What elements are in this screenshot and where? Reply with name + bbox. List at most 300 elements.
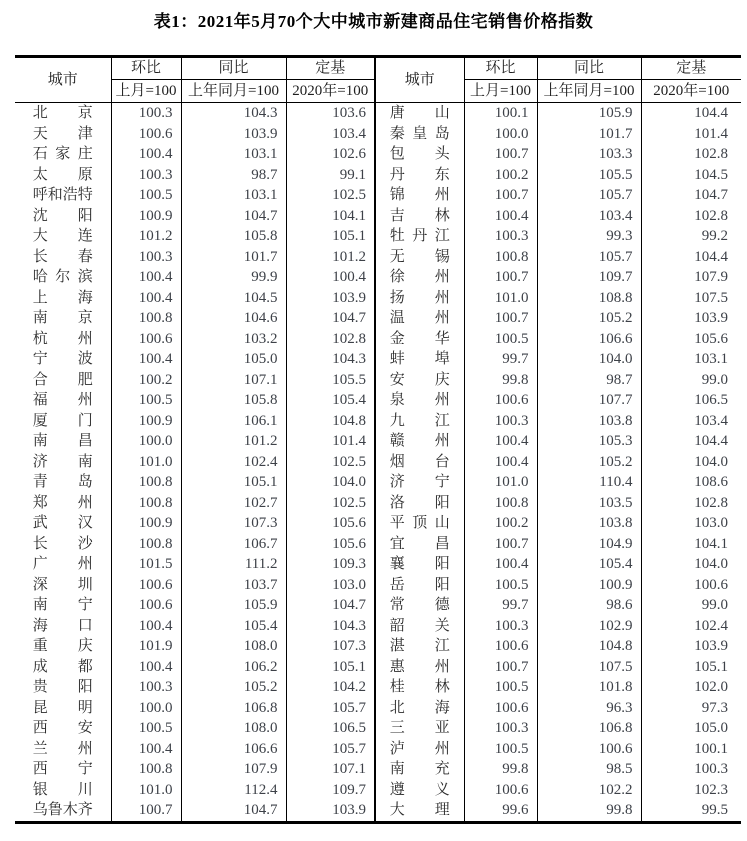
city-name: 贵 阳 (32, 679, 93, 695)
fixed-cell: 108.6 (694, 474, 728, 490)
city-cell (375, 329, 464, 350)
mom-cell: 100.7 (464, 267, 537, 288)
city-name: 赣 州 (389, 433, 450, 449)
city-cell (375, 411, 464, 432)
fixed-cell: 102.0 (694, 679, 728, 695)
mom-cell: 100.4 (464, 452, 537, 473)
city-name: 杭 州 (32, 330, 93, 347)
yoy-cell: 104.0 (537, 349, 641, 370)
fixed-cell: 102.8 (694, 494, 728, 511)
city-name: 烟 台 (389, 453, 450, 470)
mom-cell: 100.0 (464, 124, 537, 145)
table-row (15, 390, 741, 411)
yoy-cell: 106.2 (181, 657, 286, 678)
yoy-cell: 102.4 (181, 452, 286, 473)
fixed-cell: 102.8 (286, 329, 375, 350)
fixed-cell: 104.1 (286, 206, 375, 227)
yoy-cell: 103.8 (537, 411, 641, 432)
yoy-cell: 98.7 (537, 370, 641, 391)
yoy-cell: 106.8 (537, 718, 641, 739)
table-row (15, 165, 741, 186)
yoy-cell: 108.0 (181, 636, 286, 657)
fixed-cell: 106.5 (694, 392, 728, 408)
mom-cell: 100.4 (464, 431, 537, 452)
city-name: 天 津 (32, 125, 93, 142)
fixed-cell: 105.6 (286, 534, 375, 555)
fixed-cell: 104.1 (694, 535, 728, 552)
city-name: 南 京 (32, 310, 93, 326)
yoy-cell: 105.3 (537, 431, 641, 452)
city-name: 韶 关 (389, 617, 450, 634)
header-fixed-base-right: 2020年=100 (653, 83, 730, 99)
mom-cell: 100.5 (464, 575, 537, 596)
city-name: 常 德 (389, 597, 450, 613)
fixed-cell: 102.8 (694, 146, 728, 162)
table-row (15, 759, 741, 780)
city-name: 宁 波 (32, 351, 93, 367)
city-cell (15, 513, 111, 534)
mom-cell: 100.4 (111, 144, 181, 165)
table-row (15, 185, 741, 206)
mom-cell: 100.5 (464, 739, 537, 760)
city-name: 郑 州 (32, 494, 93, 511)
fixed-cell: 101.4 (286, 431, 375, 452)
fixed-cell: 102.5 (286, 452, 375, 473)
page-title: 表1：2021年5月70个大中城市新建商品住宅销售价格指数 (153, 12, 594, 31)
yoy-cell: 105.4 (181, 616, 286, 637)
city-cell (375, 554, 464, 575)
city-cell (15, 493, 111, 514)
table-row (15, 739, 741, 760)
city-name: 锦 州 (389, 187, 450, 203)
yoy-cell: 109.7 (537, 267, 641, 288)
fixed-cell: 104.2 (286, 677, 375, 698)
yoy-cell: 103.8 (537, 513, 641, 534)
fixed-cell: 105.7 (286, 739, 375, 760)
yoy-cell: 103.1 (181, 185, 286, 206)
yoy-cell: 96.3 (537, 698, 641, 719)
yoy-cell: 99.8 (537, 800, 641, 822)
city-name: 沈 阳 (32, 207, 93, 224)
header-city-right: 城市 (375, 57, 464, 103)
city-cell (375, 698, 464, 719)
mom-cell: 100.8 (111, 308, 181, 329)
mom-cell: 100.7 (464, 185, 537, 206)
city-name: 武 汉 (32, 515, 93, 531)
city-cell (15, 411, 111, 432)
fixed-cell: 103.0 (286, 575, 375, 596)
yoy-cell: 107.1 (181, 370, 286, 391)
price-index-table (15, 55, 741, 824)
city-name: 济 南 (32, 453, 93, 470)
fixed-cell: 107.3 (286, 636, 375, 657)
header-fixed-left: 定基 (286, 57, 375, 80)
yoy-cell: 107.5 (537, 657, 641, 678)
table-row (15, 431, 741, 452)
city-cell (15, 657, 111, 678)
mom-cell: 100.3 (464, 411, 537, 432)
fixed-cell: 102.5 (286, 493, 375, 514)
yoy-cell: 107.3 (181, 513, 286, 534)
city-name: 重 庆 (32, 638, 93, 654)
yoy-cell: 102.2 (537, 780, 641, 801)
mom-cell: 100.6 (111, 595, 181, 616)
city-cell (15, 103, 111, 124)
table-row (15, 800, 741, 822)
mom-cell: 100.7 (464, 144, 537, 165)
table-row (15, 616, 741, 637)
yoy-cell: 112.4 (181, 780, 286, 801)
mom-cell: 99.6 (464, 800, 537, 822)
city-cell (375, 370, 464, 391)
city-name: 牡 丹 江 (389, 228, 450, 244)
city-cell (15, 206, 111, 227)
city-cell (15, 739, 111, 760)
yoy-cell: 105.0 (181, 349, 286, 370)
yoy-cell: 99.3 (537, 226, 641, 247)
table-row (15, 780, 741, 801)
city-name: 昆 明 (32, 699, 93, 716)
city-cell (15, 165, 111, 186)
fixed-cell: 103.6 (286, 103, 375, 124)
city-name: 石 家 庄 (32, 146, 93, 162)
city-cell (375, 206, 464, 227)
city-name: 福 州 (32, 392, 93, 408)
yoy-cell: 103.9 (181, 124, 286, 145)
city-cell (375, 124, 464, 145)
table-row (15, 349, 741, 370)
city-cell (375, 534, 464, 555)
yoy-cell: 106.6 (181, 739, 286, 760)
mom-cell: 100.8 (111, 759, 181, 780)
mom-cell: 100.6 (464, 390, 537, 411)
city-cell (375, 185, 464, 206)
city-name: 南 宁 (32, 597, 93, 613)
mom-cell: 100.2 (464, 165, 537, 186)
city-name: 包 头 (389, 146, 450, 162)
city-name: 济 宁 (389, 474, 450, 490)
city-name: 秦 皇 岛 (389, 125, 450, 142)
city-name: 北 京 (32, 105, 93, 121)
fixed-cell: 105.1 (694, 658, 728, 675)
fixed-cell: 102.5 (286, 185, 375, 206)
mom-cell: 100.4 (111, 288, 181, 309)
city-name: 南 充 (389, 761, 450, 777)
city-cell (15, 226, 111, 247)
yoy-cell: 106.6 (537, 329, 641, 350)
city-name: 温 州 (389, 310, 450, 326)
fixed-cell: 105.4 (286, 390, 375, 411)
city-cell (15, 185, 111, 206)
mom-cell: 100.6 (111, 575, 181, 596)
yoy-cell: 105.2 (537, 452, 641, 473)
mom-cell: 101.0 (464, 472, 537, 493)
city-name: 唐 山 (389, 105, 450, 121)
fixed-cell: 105.5 (286, 370, 375, 391)
yoy-cell: 105.5 (537, 165, 641, 186)
city-name: 惠 州 (389, 658, 450, 675)
fixed-cell: 100.6 (694, 576, 728, 593)
city-name: 深 圳 (32, 576, 93, 593)
mom-cell: 100.5 (464, 677, 537, 698)
fixed-cell: 104.0 (286, 472, 375, 493)
mom-cell: 100.0 (111, 698, 181, 719)
city-cell (375, 165, 464, 186)
city-cell (375, 575, 464, 596)
mom-cell: 101.9 (111, 636, 181, 657)
city-name: 长 春 (32, 248, 93, 265)
table-row (15, 513, 741, 534)
yoy-cell: 105.8 (181, 226, 286, 247)
city-name: 宜 昌 (389, 535, 450, 552)
yoy-cell: 101.7 (537, 124, 641, 145)
mom-cell: 100.6 (111, 124, 181, 145)
city-name: 三 亚 (389, 720, 450, 736)
city-name: 大 理 (389, 802, 450, 818)
city-cell (15, 247, 111, 268)
yoy-cell: 105.9 (537, 103, 641, 124)
city-name: 大 连 (32, 228, 93, 244)
city-cell (375, 349, 464, 370)
city-cell (375, 288, 464, 309)
table-row (15, 329, 741, 350)
table-row (15, 493, 741, 514)
yoy-cell: 107.9 (181, 759, 286, 780)
fixed-cell: 105.0 (694, 720, 728, 736)
yoy-cell: 105.1 (181, 472, 286, 493)
fixed-cell: 102.4 (694, 617, 728, 634)
mom-cell: 100.8 (111, 472, 181, 493)
fixed-cell: 103.0 (694, 515, 728, 531)
header-yoy-base-left: 上年同月=100 (181, 80, 286, 103)
mom-cell: 100.2 (111, 370, 181, 391)
city-name: 厦 门 (32, 412, 93, 429)
city-cell (375, 493, 464, 514)
fixed-cell: 109.3 (286, 554, 375, 575)
yoy-cell: 101.2 (181, 431, 286, 452)
yoy-cell: 106.1 (181, 411, 286, 432)
mom-cell: 100.5 (111, 185, 181, 206)
city-name: 广 州 (32, 556, 93, 572)
fixed-cell: 100.3 (694, 761, 728, 777)
yoy-cell: 104.7 (181, 206, 286, 227)
city-name: 洛 阳 (389, 494, 450, 511)
yoy-cell: 110.4 (537, 472, 641, 493)
city-name: 哈 尔 滨 (32, 269, 93, 285)
table-row (15, 472, 741, 493)
city-cell (375, 247, 464, 268)
mom-cell: 100.7 (464, 308, 537, 329)
mom-cell: 100.3 (111, 103, 181, 124)
fixed-cell: 105.7 (286, 698, 375, 719)
city-name: 太 原 (32, 166, 93, 183)
fixed-cell: 103.9 (286, 288, 375, 309)
yoy-cell: 111.2 (181, 554, 286, 575)
city-name: 南 昌 (32, 433, 93, 449)
yoy-cell: 105.9 (181, 595, 286, 616)
city-name: 金 华 (389, 330, 450, 347)
city-cell (375, 226, 464, 247)
fixed-cell: 100.1 (694, 740, 728, 757)
yoy-cell: 100.6 (537, 739, 641, 760)
city-cell (375, 636, 464, 657)
yoy-cell: 104.6 (181, 308, 286, 329)
yoy-cell: 107.7 (537, 390, 641, 411)
mom-cell: 100.4 (464, 206, 537, 227)
yoy-cell: 98.7 (181, 165, 286, 186)
mom-cell: 100.6 (464, 780, 537, 801)
fixed-cell: 102.8 (694, 207, 728, 224)
city-name: 平 顶 山 (389, 515, 450, 531)
table-row (15, 144, 741, 165)
fixed-cell: 99.0 (701, 597, 728, 613)
mom-cell: 100.3 (464, 226, 537, 247)
fixed-cell: 104.7 (286, 595, 375, 616)
table-header (15, 57, 741, 103)
city-name: 扬 州 (389, 289, 450, 306)
city-name: 岳 阳 (389, 576, 450, 593)
fixed-cell: 100.4 (286, 267, 375, 288)
city-cell (375, 718, 464, 739)
yoy-cell: 108.0 (181, 718, 286, 739)
yoy-cell: 104.7 (181, 800, 286, 822)
city-name: 安 庆 (389, 371, 450, 388)
mom-cell: 100.8 (464, 493, 537, 514)
header-yoy-left: 同比 (181, 57, 286, 80)
table-row (15, 657, 741, 678)
fixed-cell: 102.3 (694, 781, 728, 798)
city-name: 长 沙 (32, 535, 93, 552)
mom-cell: 100.3 (111, 165, 181, 186)
city-cell (375, 308, 464, 329)
fixed-cell: 103.1 (694, 351, 728, 367)
mom-cell: 100.1 (464, 103, 537, 124)
city-name: 泸 州 (389, 740, 450, 757)
yoy-cell: 103.7 (181, 575, 286, 596)
city-cell (15, 718, 111, 739)
mom-cell: 101.2 (111, 226, 181, 247)
city-cell (15, 636, 111, 657)
fixed-cell: 103.4 (286, 124, 375, 145)
city-cell (15, 575, 111, 596)
table-row (15, 636, 741, 657)
mom-cell: 101.0 (464, 288, 537, 309)
fixed-cell: 103.9 (286, 800, 375, 822)
city-name: 西 宁 (32, 761, 93, 777)
mom-cell: 100.3 (111, 247, 181, 268)
fixed-cell: 99.0 (701, 371, 728, 388)
city-name: 成 都 (32, 658, 93, 675)
header-yoy-right: 同比 (537, 57, 641, 80)
table-row (15, 267, 741, 288)
fixed-cell: 102.6 (286, 144, 375, 165)
fixed-cell: 104.8 (286, 411, 375, 432)
fixed-cell: 104.3 (286, 616, 375, 637)
yoy-cell: 106.7 (181, 534, 286, 555)
yoy-cell: 105.7 (537, 247, 641, 268)
city-cell (15, 390, 111, 411)
yoy-cell: 103.2 (181, 329, 286, 350)
yoy-cell: 108.8 (537, 288, 641, 309)
table-body (15, 103, 741, 823)
table-row (15, 124, 741, 145)
mom-cell: 100.9 (111, 513, 181, 534)
header-fixed-right: 定基 (641, 57, 741, 80)
fixed-cell: 99.2 (701, 228, 728, 244)
city-name: 湛 江 (389, 638, 450, 654)
city-cell (375, 657, 464, 678)
fixed-cell: 101.2 (286, 247, 375, 268)
mom-cell: 99.8 (464, 759, 537, 780)
yoy-cell: 100.9 (537, 575, 641, 596)
city-name: 泉 州 (389, 392, 450, 408)
city-name: 襄 阳 (389, 556, 450, 572)
yoy-cell: 105.7 (537, 185, 641, 206)
header-city-left: 城市 (15, 57, 111, 103)
city-cell (15, 267, 111, 288)
mom-cell: 100.5 (111, 718, 181, 739)
city-cell (15, 288, 111, 309)
table-row (15, 575, 741, 596)
fixed-cell: 103.9 (694, 638, 728, 654)
fixed-cell: 107.9 (694, 269, 728, 285)
yoy-cell: 105.8 (181, 390, 286, 411)
fixed-cell: 104.7 (694, 187, 728, 203)
city-cell (375, 800, 464, 822)
city-name: 蚌 埠 (389, 351, 450, 367)
table-row (15, 595, 741, 616)
table-row (15, 206, 741, 227)
header-mom-right: 环比 (464, 57, 537, 80)
yoy-cell: 102.9 (537, 616, 641, 637)
mom-cell: 100.9 (111, 206, 181, 227)
mom-cell: 100.4 (464, 554, 537, 575)
fixed-cell: 104.4 (694, 105, 728, 121)
yoy-cell: 104.9 (537, 534, 641, 555)
fixed-cell: 107.5 (694, 289, 728, 306)
table-row (15, 370, 741, 391)
city-cell (15, 370, 111, 391)
table-row (15, 288, 741, 309)
table-row (15, 308, 741, 329)
yoy-cell: 103.3 (537, 144, 641, 165)
fixed-cell: 105.1 (286, 226, 375, 247)
city-cell (375, 780, 464, 801)
table-row (15, 554, 741, 575)
city-name: 吉 林 (389, 207, 450, 224)
city-name: 青 岛 (32, 474, 93, 490)
yoy-cell: 102.7 (181, 493, 286, 514)
mom-cell: 100.3 (464, 718, 537, 739)
table-row (15, 677, 741, 698)
city-cell (15, 698, 111, 719)
yoy-cell: 104.5 (181, 288, 286, 309)
city-cell (375, 103, 464, 124)
city-name: 呼 和 浩 特 (32, 187, 93, 203)
mom-cell: 99.7 (464, 349, 537, 370)
header-fixed-base-left: 2020年=100 (286, 80, 375, 103)
header-mom-base-left: 上月=100 (111, 80, 181, 103)
mom-cell: 100.6 (111, 329, 181, 350)
mom-cell: 100.3 (111, 677, 181, 698)
city-name: 徐 州 (389, 269, 450, 285)
yoy-cell: 101.8 (537, 677, 641, 698)
mom-cell: 100.5 (464, 329, 537, 350)
fixed-cell: 105.6 (694, 330, 728, 347)
table-row (15, 103, 741, 124)
city-name: 合 肥 (32, 371, 93, 388)
mom-cell: 100.2 (464, 513, 537, 534)
